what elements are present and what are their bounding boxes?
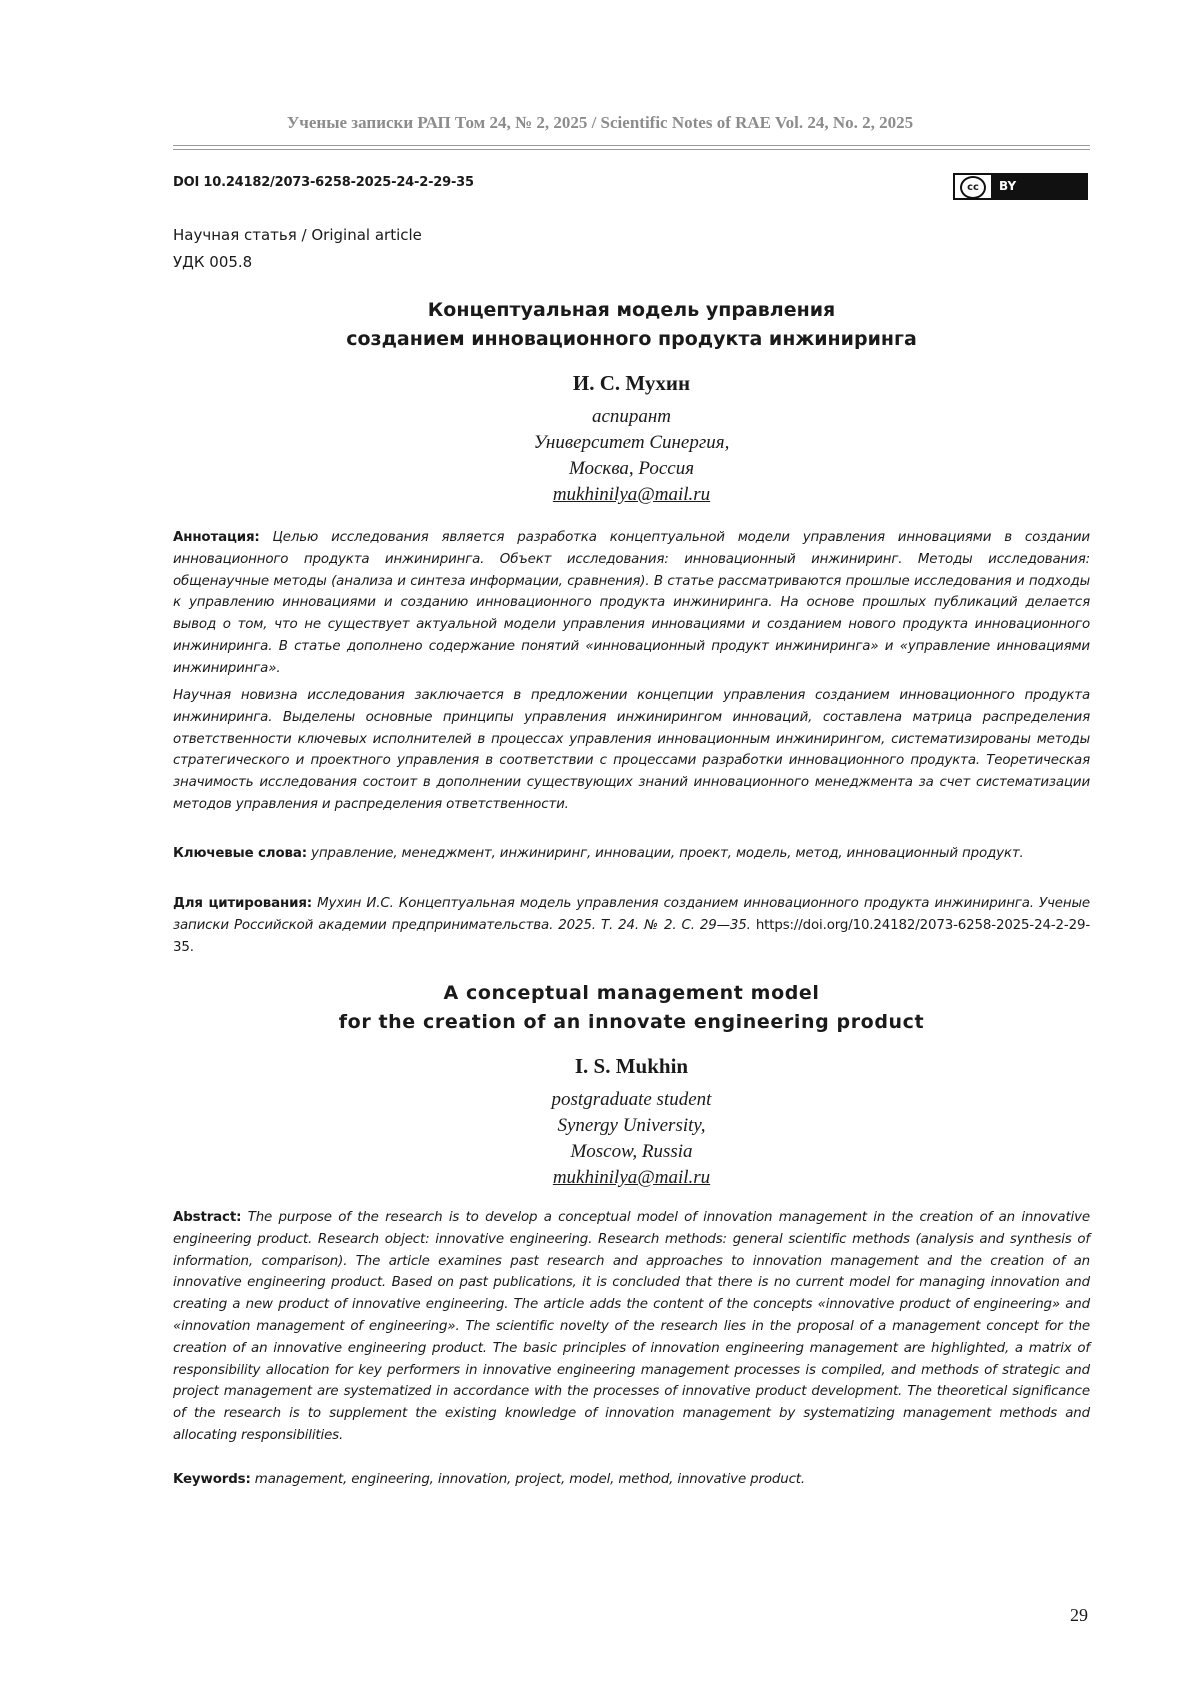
doi: DOI 10.24182/2073-6258-2025-24-2-29-35	[173, 175, 474, 190]
en-email-link[interactable]: mukhinilya@mail.ru	[552, 1167, 711, 1188]
cc-by-license-badge	[953, 173, 1088, 200]
en-city: Moscow, Russia	[570, 1141, 693, 1162]
ru-title	[173, 296, 1090, 354]
ru-affiliation	[173, 404, 1090, 508]
ru-citation	[173, 893, 1090, 958]
ru-university: Университет Синергия,	[533, 432, 730, 453]
en-title	[173, 979, 1090, 1037]
en-university: Synergy University,	[557, 1115, 706, 1136]
udc: УДК 005.8	[173, 253, 253, 271]
ru-title-line-1: Концептуальная модель управления	[427, 299, 836, 321]
en-keywords-label: Keywords:	[173, 1472, 251, 1487]
ru-abstract	[173, 527, 1090, 680]
en-title-line-2: for the creation of an innovate engineering product	[338, 1011, 925, 1033]
ru-author: И. С. Мухин	[572, 371, 691, 395]
en-author: I. S. Mukhin	[574, 1054, 689, 1078]
ru-keywords	[173, 843, 1090, 865]
ru-abstract-text: Целью исследования является разработка концептуальной модели управления инновациями в создании инновационного продукта инжиниринга. Объект исследования: инновационный инжиниринг. Методы исследования: общенаучные методы (анализа и синтеза информации, сравнения). В статье рассматриваются прошлые исследования и подходы к управлению инновациями и созданию инновационного продукта инжиниринга. На основе прошлых публикаций делается вывод о том, что не существует актуальной модели управления инновациями и созданием нового продукта инновационного инжиниринга. В статье дополнено содержание понятий «инновационный продукт инжиниринга» и «управление инновациями инжиниринга».	[173, 530, 1090, 676]
header-rule-bottom	[173, 149, 1090, 150]
ru-keywords-label: Ключевые слова:	[173, 846, 307, 861]
ru-citation-label: Для цитирования:	[173, 896, 312, 911]
en-keywords-text: management, engineering, innovation, project, model, method, innovative product.	[254, 1472, 806, 1487]
ru-abstract-label: Аннотация:	[173, 530, 260, 545]
ru-city: Москва, Россия	[568, 458, 695, 479]
en-abstract	[173, 1207, 1090, 1447]
en-position: postgraduate student	[551, 1089, 712, 1110]
en-affiliation	[173, 1087, 1090, 1191]
en-abstract-label: Abstract:	[173, 1210, 242, 1225]
ru-email-link[interactable]: mukhinilya@mail.ru	[552, 484, 711, 505]
running-header: Ученые записки РАП Том 24, № 2, 2025 / Scientific Notes of RAE Vol. 24, No. 2, 2025	[286, 113, 914, 132]
ru-novelty	[173, 685, 1090, 816]
ru-novelty-text: Научная новизна исследования заключается в предложении концепции управления созданием инновационного продукта инжиниринга. Выделены основные принципы управления инжинирингом инноваций, составлена матрица распределения ответственности ключевых исполнителей в процессах управления инновационным инжинирингом, систематизированы методы стратегического и проектного управления в соответствии с процессами разработки инновационного продукта. Теоретическая значимость исследования состоит в дополнении существующих знаний инновационного менеджмента за счет систематизации методов управления и распределения ответственности.	[173, 688, 1090, 812]
ru-title-line-2: созданием инновационного продукта инжиниринга	[346, 328, 917, 350]
en-title-line-1: A conceptual management model	[443, 982, 820, 1004]
ru-citation-text: Мухин И.С. Концептуальная модель управления созданием инновационного продукта инжиниринга. Ученые записки Российской академии предпринимательства. 2025. Т. 24. № 2. С. 29—35.	[173, 896, 1090, 933]
ru-position: аспирант	[591, 406, 672, 427]
page-number: 29	[1070, 1605, 1088, 1625]
by-label: BY	[991, 175, 1086, 198]
en-keywords	[173, 1469, 1090, 1491]
ru-keywords-text: управление, менеджмент, инжиниринг, инновации, проект, модель, метод, инновационный продукт.	[311, 846, 1024, 861]
cc-icon: cc	[960, 176, 986, 199]
en-abstract-text: The purpose of the research is to develop a conceptual model of innovation management in the creation of an innovative engineering product. Research object: innovative engineering. Research methods: general scientific methods (analysis and synthesis of information, comparison). The article examines past research and approaches to innovation management and the creation of an innovative engineering product. Based on past publications, it is concluded that there is no current model for managing innovation and creating a new product of innovative engineering. The article adds the content of the concepts «innovative product of engineering» and «innovation management of engineering». The scientific novelty of the research lies in the proposal of a management concept for the creation of an innovative engineering product. The basic principles of innovation engineering management are highlighted, a matrix of responsibility allocation for key performers in innovative engineering management processes is compiled, and methods of strategic and project management are systematized in accordance with the processes of innovative product development. The theoretical significance of the research is to supplement the existing knowledge of innovation management by systematizing management methods and allocating responsibilities.	[173, 1210, 1090, 1443]
article-type: Научная статья / Original article	[173, 226, 422, 244]
ru-citation-url[interactable]: https://doi.org/10.24182/2073-6258-2025-24-2-29-35.	[173, 917, 1090, 955]
header-rule-top	[173, 145, 1090, 146]
